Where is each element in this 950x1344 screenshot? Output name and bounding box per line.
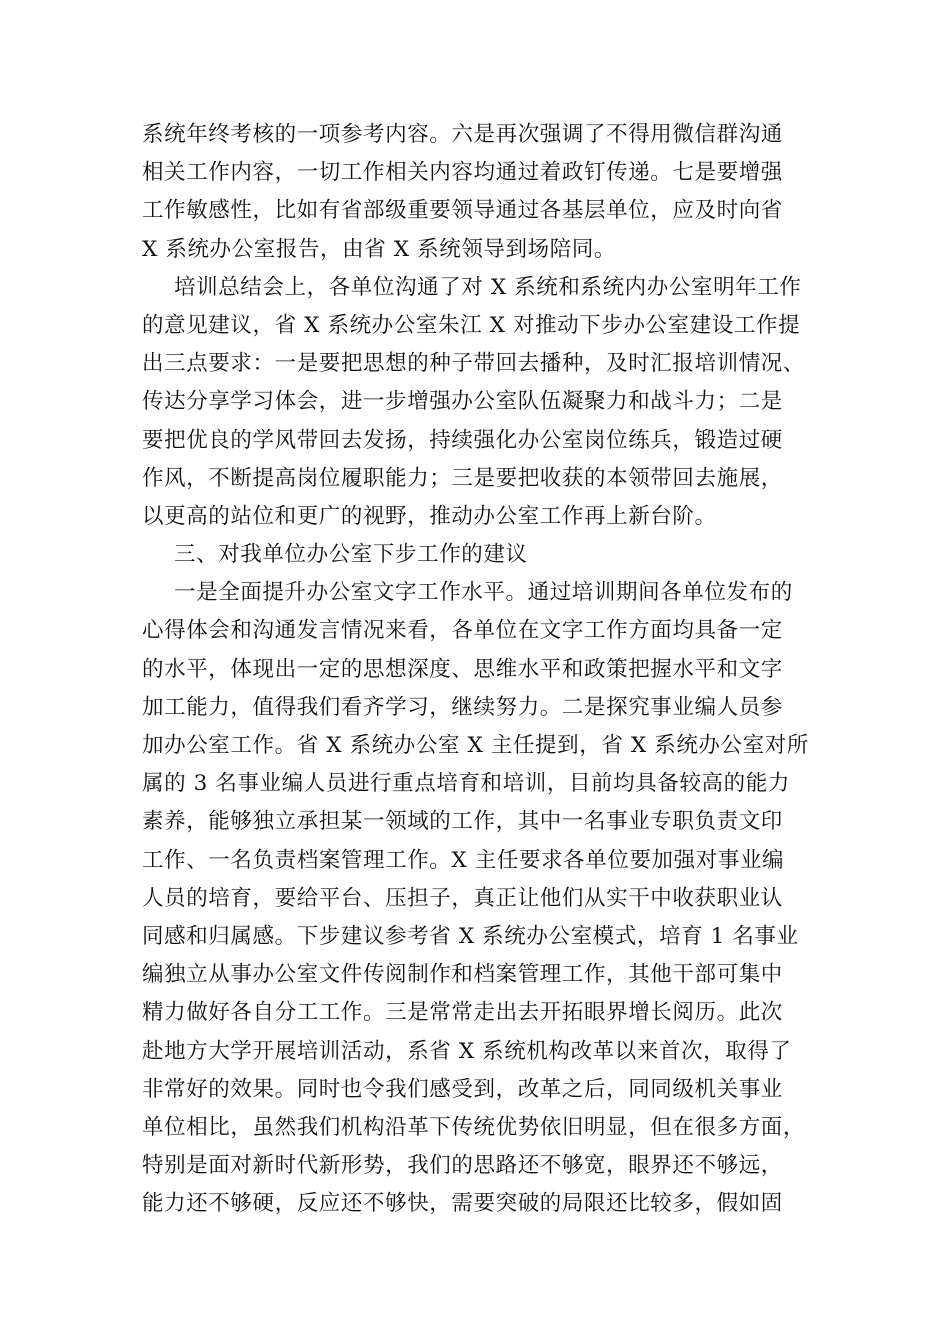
text-line: 培训总结会上，各单位沟通了对 X 系统和系统内办公室明年工作 <box>174 274 802 300</box>
text-line: 属的 3 名事业编人员进行重点培育和培训，目前均具备较高的能力 <box>142 771 790 797</box>
text-line: 能力还不够硬，反应还不够快，需要突破的局限还比较多，假如固 <box>142 1191 783 1217</box>
text-line: 出三点要求：一是要把思想的种子带回去播种，及时汇报培训情况、 <box>142 351 806 377</box>
text-line: 要把优良的学风带回去发扬，持续强化办公室岗位练兵，锻造过硬 <box>142 427 783 453</box>
text-line: 加工能力，值得我们看齐学习，继续努力。二是探究事业编人员参 <box>142 694 783 720</box>
text-line: 的水平，体现出一定的思想深度、思维水平和政策把握水平和文字 <box>142 656 783 682</box>
text-line: 精力做好各自分工工作。三是常常走出去开拓眼界增长阅历。此次 <box>142 1000 783 1026</box>
text-line: 同感和归属感。下步建议参考省 X 系统办公室模式，培育 1 名事业 <box>142 923 799 949</box>
text-line: 工作敏感性，比如有省部级重要领导通过各基层单位，应及时向省 <box>142 198 783 224</box>
text-line: 相关工作内容，一切工作相关内容均通过着政钉传递。七是要增强 <box>142 160 783 186</box>
text-line: 工作、一名负责档案管理工作。X 主任要求各单位要加强对事业编 <box>142 847 785 873</box>
text-line: 以更高的站位和更广的视野，推动办公室工作再上新台阶。 <box>142 503 717 529</box>
text-line: 非常好的效果。同时也令我们感受到，改革之后，同同级机关事业 <box>142 1076 783 1102</box>
text-line: 人员的培育，要给平台、压担子，真正让他们从实干中收获职业认 <box>142 885 783 911</box>
document-body <box>142 116 812 1223</box>
text-line: 素养，能够独立承担某一领域的工作，其中一名事业专职负责文印 <box>142 809 783 835</box>
text-line: 系统年终考核的一项参考内容。六是再次强调了不得用微信群沟通 <box>142 122 783 147</box>
text-line: 心得体会和沟通发言情况来看，各单位在文字工作方面均具备一定 <box>142 618 783 644</box>
text-line: 一是全面提升办公室文字工作水平。通过培训期间各单位发布的 <box>174 580 793 606</box>
text-line: 三、对我单位办公室下步工作的建议 <box>174 542 528 568</box>
text-line: X 系统办公室报告，由省 X 系统领导到场陪同。 <box>142 236 617 262</box>
text-line: 特别是面对新时代新形势，我们的思路还不够宽，眼界还不够远， <box>142 1153 783 1179</box>
text-line: 编独立从事办公室文件传阅制作和档案管理工作，其他干部可集中 <box>142 962 783 988</box>
text-line: 加办公室工作。省 X 系统办公室 X 主任提到，省 X 系统办公室对所 <box>142 733 809 758</box>
text-line: 的意见建议，省 X 系统办公室朱江 X 对推动下步办公室建设工作提 <box>142 312 801 338</box>
text-line: 单位相比，虽然我们机构沿革下传统优势依旧明显，但在很多方面， <box>142 1114 806 1140</box>
text-line: 作风，不断提高岗位履职能力；三是要把收获的本领带回去施展， <box>142 465 783 491</box>
text-line: 传达分享学习体会，进一步增强办公室队伍凝聚力和战斗力；二是 <box>142 389 783 415</box>
text-line: 赴地方大学开展培训活动，系省 X 系统机构改革以来首次，取得了 <box>142 1038 792 1064</box>
